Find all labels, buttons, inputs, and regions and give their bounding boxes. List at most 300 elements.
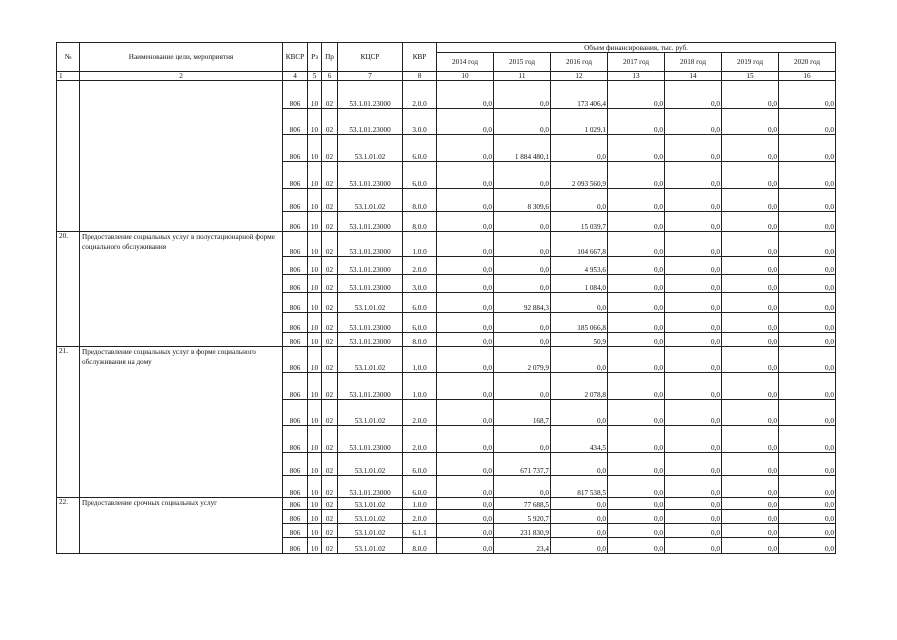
kvr-cell: 3.0.0 [403,109,437,135]
kcsr-cell: 53.1.01.23000 [338,162,403,189]
kvr-cell: 6.0.0 [403,476,437,498]
amount-cell: 0,0 [437,476,494,498]
kvsr-cell: 806 [283,453,308,476]
amount-cell: 0,0 [722,313,779,333]
kcsr-cell: 53.1.01.23000 [338,232,403,257]
kcsr-cell: 53.1.01.23000 [338,373,403,400]
amount-cell: 0,0 [779,189,836,212]
rz-cell: 10 [308,232,322,257]
amount-cell: 0,0 [779,373,836,400]
amount-cell: 0,0 [551,293,608,313]
pr-cell: 02 [322,293,338,313]
rz-cell: 10 [308,109,322,135]
kcsr-cell: 53.1.01.23000 [338,109,403,135]
column-index: 6 [322,72,338,81]
amount-cell: 0,0 [665,538,722,554]
column-index: 13 [608,72,665,81]
amount-cell: 0,0 [665,135,722,162]
kvr-cell: 8.0.0 [403,538,437,554]
amount-cell: 0,0 [779,162,836,189]
amount-cell: 0,0 [608,257,665,275]
amount-cell: 0,0 [494,426,551,453]
kcsr-cell: 53.1.01.23000 [338,476,403,498]
amount-cell: 0,0 [551,510,608,524]
kvsr-cell: 806 [283,135,308,162]
amount-cell: 0,0 [608,400,665,426]
amount-cell: 0,0 [722,347,779,373]
amount-cell: 0,0 [665,498,722,510]
table-body [57,81,836,554]
amount-cell: 0,0 [665,257,722,275]
kvr-cell: 1.0.0 [403,232,437,257]
amount-cell: 0,0 [494,232,551,257]
column-index: 4 [283,72,308,81]
amount-cell: 0,0 [437,347,494,373]
amount-cell: 0,0 [608,510,665,524]
item-name: Предоставление социальных услуг в полустационарной форме социального обслуживания [80,232,283,347]
amount-cell: 0,0 [665,333,722,347]
amount-cell: 0,0 [779,524,836,538]
column-index: 12 [551,72,608,81]
amount-cell: 104 667,8 [551,232,608,257]
amount-cell: 0,0 [437,162,494,189]
amount-cell: 0,0 [608,293,665,313]
item-name: Предоставление социальных услуг в форме социального обслуживания на дому [80,347,283,498]
item-number: 21. [57,347,80,498]
amount-cell: 0,0 [608,162,665,189]
kcsr-cell: 53.1.01.23000 [338,313,403,333]
rz-cell: 10 [308,212,322,232]
amount-cell: 0,0 [494,333,551,347]
pr-cell: 02 [322,476,338,498]
amount-cell: 0,0 [779,400,836,426]
kvr-cell: 6.0.0 [403,293,437,313]
item-number: 22. [57,498,80,554]
amount-cell: 0,0 [779,510,836,524]
header-year: 2015 год [494,53,551,72]
amount-cell: 0,0 [722,476,779,498]
kvsr-cell: 806 [283,162,308,189]
kvsr-cell: 806 [283,109,308,135]
amount-cell: 0,0 [494,476,551,498]
budget-table-page [56,42,835,554]
amount-cell: 0,0 [608,212,665,232]
kcsr-cell: 53.1.01.02 [338,293,403,313]
amount-cell: 0,0 [551,538,608,554]
rz-cell: 10 [308,453,322,476]
rz-cell: 10 [308,476,322,498]
column-index: 7 [338,72,403,81]
kcsr-cell: 53.1.01.23000 [338,275,403,293]
amount-cell: 0,0 [437,498,494,510]
kvsr-cell: 806 [283,426,308,453]
pr-cell: 02 [322,162,338,189]
amount-cell: 0,0 [665,524,722,538]
amount-cell: 0,0 [437,510,494,524]
item-number [57,81,80,232]
amount-cell: 0,0 [437,400,494,426]
kvsr-cell: 806 [283,476,308,498]
amount-cell: 0,0 [665,373,722,400]
kvr-cell: 6.0.0 [403,135,437,162]
kvsr-cell: 806 [283,510,308,524]
amount-cell: 0,0 [665,109,722,135]
pr-cell: 02 [322,498,338,510]
kvr-cell: 1.0.0 [403,347,437,373]
table-row [57,498,836,510]
amount-cell: 0,0 [722,538,779,554]
amount-cell: 50,9 [551,333,608,347]
rz-cell: 10 [308,313,322,333]
amount-cell: 0,0 [437,275,494,293]
kvsr-cell: 806 [283,81,308,109]
kvsr-cell: 806 [283,538,308,554]
amount-cell: 185 066,8 [551,313,608,333]
amount-cell: 0,0 [665,162,722,189]
amount-cell: 0,0 [494,275,551,293]
amount-cell: 0,0 [608,232,665,257]
kcsr-cell: 53.1.01.02 [338,524,403,538]
amount-cell: 0,0 [608,524,665,538]
header-name: Наименование цели, мероприятия [80,43,283,72]
amount-cell: 0,0 [608,81,665,109]
rz-cell: 10 [308,135,322,162]
amount-cell: 0,0 [437,293,494,313]
amount-cell: 1 884 480,1 [494,135,551,162]
pr-cell: 02 [322,81,338,109]
amount-cell: 0,0 [779,135,836,162]
amount-cell: 0,0 [779,498,836,510]
amount-cell: 0,0 [608,347,665,373]
amount-cell: 0,0 [722,275,779,293]
amount-cell: 0,0 [437,81,494,109]
amount-cell: 92 884,3 [494,293,551,313]
amount-cell: 0,0 [665,510,722,524]
amount-cell: 0,0 [494,162,551,189]
kvsr-cell: 806 [283,189,308,212]
amount-cell: 0,0 [665,293,722,313]
kvr-cell: 8.0.0 [403,333,437,347]
pr-cell: 02 [322,109,338,135]
kcsr-cell: 53.1.01.02 [338,347,403,373]
rz-cell: 10 [308,162,322,189]
amount-cell: 0,0 [608,498,665,510]
amount-cell: 0,0 [437,313,494,333]
column-index: 5 [308,72,322,81]
item-name [80,81,283,232]
amount-cell: 15 039,7 [551,212,608,232]
amount-cell: 0,0 [722,498,779,510]
rz-cell: 10 [308,347,322,373]
amount-cell: 0,0 [608,426,665,453]
pr-cell: 02 [322,257,338,275]
amount-cell: 0,0 [551,498,608,510]
kvsr-cell: 806 [283,373,308,400]
pr-cell: 02 [322,524,338,538]
amount-cell: 0,0 [551,453,608,476]
kcsr-cell: 53.1.01.02 [338,135,403,162]
amount-cell: 0,0 [722,257,779,275]
table-row [57,232,836,257]
header-year: 2019 год [722,53,779,72]
pr-cell: 02 [322,400,338,426]
kcsr-cell: 53.1.01.02 [338,453,403,476]
amount-cell: 0,0 [437,538,494,554]
pr-cell: 02 [322,333,338,347]
amount-cell: 0,0 [779,538,836,554]
amount-cell: 0,0 [608,109,665,135]
item-number: 20. [57,232,80,347]
column-index: 16 [779,72,836,81]
pr-cell: 02 [322,453,338,476]
rz-cell: 10 [308,189,322,212]
header-year: 2018 год [665,53,722,72]
column-index-row [57,72,836,81]
kvr-cell: 1.0.0 [403,498,437,510]
amount-cell: 1 029,1 [551,109,608,135]
kcsr-cell: 53.1.01.02 [338,510,403,524]
pr-cell: 02 [322,426,338,453]
column-index: 14 [665,72,722,81]
amount-cell: 0,0 [608,476,665,498]
table-row [57,347,836,373]
amount-cell: 0,0 [665,426,722,453]
kvr-cell: 8.0.0 [403,212,437,232]
pr-cell: 02 [322,313,338,333]
amount-cell: 0,0 [437,524,494,538]
rz-cell: 10 [308,257,322,275]
amount-cell: 0,0 [437,333,494,347]
amount-cell: 0,0 [779,212,836,232]
header-year: 2014 год [437,53,494,72]
kvsr-cell: 806 [283,347,308,373]
header-kcsr: КЦСР [338,43,403,72]
amount-cell: 0,0 [722,426,779,453]
rz-cell: 10 [308,524,322,538]
kvr-cell: 3.0.0 [403,275,437,293]
amount-cell: 0,0 [494,313,551,333]
amount-cell: 0,0 [437,426,494,453]
amount-cell: 0,0 [437,135,494,162]
amount-cell: 0,0 [665,81,722,109]
kcsr-cell: 53.1.01.02 [338,189,403,212]
kvr-cell: 1.0.0 [403,373,437,400]
header-rz: Рз [308,43,322,72]
amount-cell: 0,0 [608,333,665,347]
amount-cell: 2 079,9 [494,347,551,373]
amount-cell: 231 830,9 [494,524,551,538]
amount-cell: 0,0 [779,232,836,257]
amount-cell: 8 309,6 [494,189,551,212]
kvsr-cell: 806 [283,313,308,333]
amount-cell: 0,0 [665,232,722,257]
kvr-cell: 6.0.0 [403,453,437,476]
amount-cell: 0,0 [551,189,608,212]
column-index: 2 [80,72,283,81]
amount-cell: 173 406,4 [551,81,608,109]
pr-cell: 02 [322,232,338,257]
amount-cell: 23,4 [494,538,551,554]
amount-cell: 0,0 [494,257,551,275]
amount-cell: 0,0 [494,212,551,232]
amount-cell: 0,0 [551,524,608,538]
amount-cell: 0,0 [779,347,836,373]
header-year: 2020 год [779,53,836,72]
amount-cell: 0,0 [722,212,779,232]
rz-cell: 10 [308,293,322,313]
amount-cell: 0,0 [779,426,836,453]
amount-cell: 0,0 [665,189,722,212]
rz-cell: 10 [308,510,322,524]
pr-cell: 02 [322,212,338,232]
kvr-cell: 2.0.0 [403,510,437,524]
kvsr-cell: 806 [283,400,308,426]
kvr-cell: 2.0.0 [403,257,437,275]
amount-cell: 0,0 [665,347,722,373]
amount-cell: 0,0 [779,81,836,109]
amount-cell: 0,0 [722,189,779,212]
amount-cell: 0,0 [779,109,836,135]
amount-cell: 0,0 [665,400,722,426]
amount-cell: 0,0 [437,232,494,257]
kcsr-cell: 53.1.01.23000 [338,212,403,232]
amount-cell: 0,0 [551,400,608,426]
amount-cell: 0,0 [608,135,665,162]
amount-cell: 0,0 [779,257,836,275]
amount-cell: 0,0 [779,313,836,333]
amount-cell: 0,0 [665,453,722,476]
pr-cell: 02 [322,373,338,400]
kvr-cell: 2.0.0 [403,426,437,453]
amount-cell: 2 093 560,9 [551,162,608,189]
kcsr-cell: 53.1.01.23000 [338,81,403,109]
amount-cell: 434,5 [551,426,608,453]
kvsr-cell: 806 [283,524,308,538]
amount-cell: 0,0 [722,400,779,426]
kvr-cell: 6.1.1 [403,524,437,538]
amount-cell: 0,0 [722,135,779,162]
funding-table [56,42,836,554]
amount-cell: 0,0 [608,189,665,212]
kvsr-cell: 806 [283,212,308,232]
amount-cell: 0,0 [722,293,779,313]
amount-cell: 0,0 [722,81,779,109]
amount-cell: 0,0 [551,347,608,373]
kvr-cell: 2.0.0 [403,400,437,426]
kcsr-cell: 53.1.01.23000 [338,257,403,275]
column-index: 15 [722,72,779,81]
kvr-cell: 6.0.0 [403,313,437,333]
pr-cell: 02 [322,538,338,554]
amount-cell: 817 538,5 [551,476,608,498]
amount-cell: 0,0 [722,109,779,135]
amount-cell: 0,0 [779,275,836,293]
pr-cell: 02 [322,135,338,162]
kvsr-cell: 806 [283,333,308,347]
kvsr-cell: 806 [283,275,308,293]
amount-cell: 0,0 [722,333,779,347]
header-kvr: КВР [403,43,437,72]
amount-cell: 0,0 [608,373,665,400]
header-year: 2016 год [551,53,608,72]
pr-cell: 02 [322,189,338,212]
pr-cell: 02 [322,510,338,524]
amount-cell: 0,0 [437,189,494,212]
amount-cell: 0,0 [722,373,779,400]
pr-cell: 02 [322,275,338,293]
amount-cell: 0,0 [779,333,836,347]
amount-cell: 0,0 [779,453,836,476]
amount-cell: 0,0 [437,257,494,275]
header-pr: Пр [322,43,338,72]
amount-cell: 0,0 [494,373,551,400]
header-no: № [57,43,80,72]
amount-cell: 4 953,6 [551,257,608,275]
amount-cell: 0,0 [722,524,779,538]
rz-cell: 10 [308,498,322,510]
amount-cell: 2 078,8 [551,373,608,400]
kcsr-cell: 53.1.01.02 [338,400,403,426]
kcsr-cell: 53.1.01.23000 [338,333,403,347]
amount-cell: 77 688,5 [494,498,551,510]
amount-cell: 0,0 [722,510,779,524]
amount-cell: 671 737,7 [494,453,551,476]
rz-cell: 10 [308,333,322,347]
pr-cell: 02 [322,347,338,373]
amount-cell: 0,0 [608,538,665,554]
column-index: 8 [403,72,437,81]
kvr-cell: 6.0.0 [403,162,437,189]
kcsr-cell: 53.1.01.02 [338,538,403,554]
rz-cell: 10 [308,373,322,400]
rz-cell: 10 [308,400,322,426]
header-kvsr: КВСР [283,43,308,72]
rz-cell: 10 [308,275,322,293]
amount-cell: 0,0 [665,275,722,293]
kvr-cell: 2.0.0 [403,81,437,109]
rz-cell: 10 [308,81,322,109]
column-index: 1 [57,72,80,81]
amount-cell: 0,0 [779,476,836,498]
amount-cell: 0,0 [494,81,551,109]
amount-cell: 0,0 [722,232,779,257]
header-funding: Объем финансирования, тыс. руб. [437,43,836,53]
kcsr-cell: 53.1.01.23000 [338,426,403,453]
kvsr-cell: 806 [283,232,308,257]
amount-cell: 0,0 [437,373,494,400]
amount-cell: 0,0 [665,212,722,232]
amount-cell: 0,0 [437,453,494,476]
amount-cell: 0,0 [779,293,836,313]
amount-cell: 0,0 [608,275,665,293]
amount-cell: 0,0 [494,109,551,135]
amount-cell: 0,0 [665,476,722,498]
amount-cell: 5 920,7 [494,510,551,524]
item-name: Предоставление срочных социальных услуг [80,498,283,554]
header-year: 2017 год [608,53,665,72]
amount-cell: 0,0 [722,162,779,189]
amount-cell: 0,0 [437,109,494,135]
amount-cell: 1 084,0 [551,275,608,293]
rz-cell: 10 [308,538,322,554]
kvsr-cell: 806 [283,293,308,313]
amount-cell: 168,7 [494,400,551,426]
kvsr-cell: 806 [283,498,308,510]
amount-cell: 0,0 [665,313,722,333]
kvr-cell: 8.0.0 [403,189,437,212]
table-row [57,81,836,109]
amount-cell: 0,0 [722,453,779,476]
